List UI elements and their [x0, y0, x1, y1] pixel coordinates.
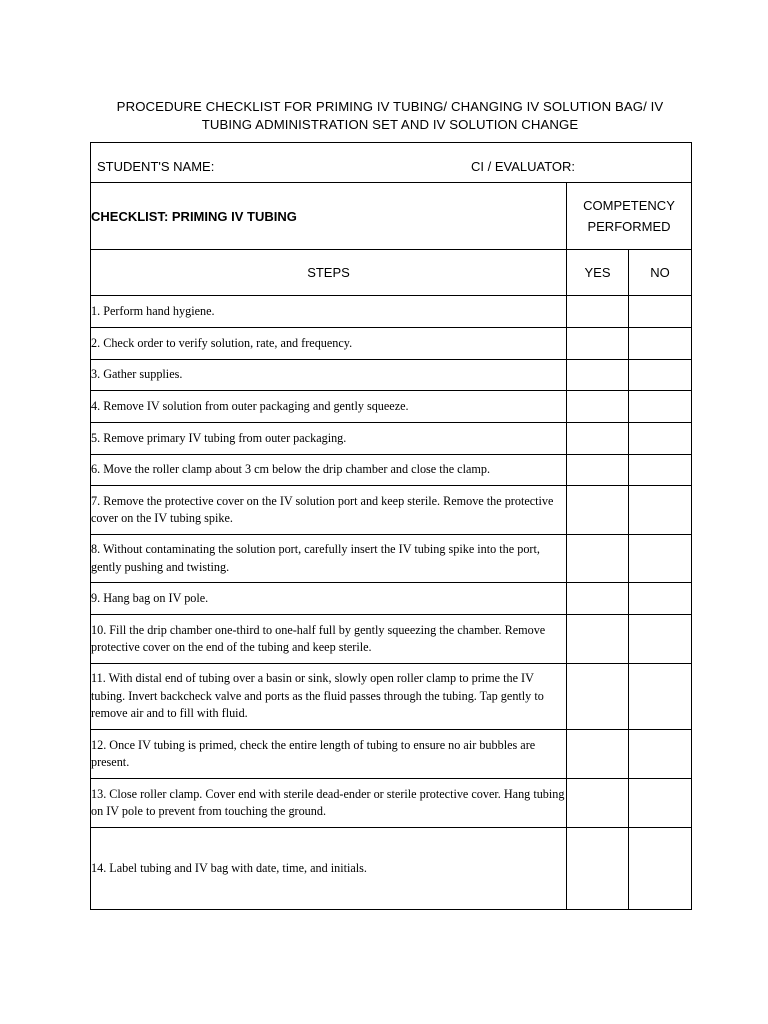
- step-text: 2. Check order to verify solution, rate, and frequency.: [91, 328, 567, 360]
- step-text: 6. Move the roller clamp about 3 cm below the drip chamber and close the clamp.: [91, 455, 567, 486]
- yes-check-cell[interactable]: [567, 664, 629, 730]
- no-check-cell[interactable]: [629, 730, 692, 779]
- yes-check-cell[interactable]: [567, 583, 629, 615]
- no-check-cell[interactable]: [629, 779, 692, 828]
- no-check-cell[interactable]: [629, 535, 692, 583]
- name-cell: [91, 143, 692, 183]
- step-row: [91, 664, 692, 730]
- yes-column-header: YES: [567, 250, 629, 296]
- yes-check-cell[interactable]: [567, 828, 629, 910]
- no-check-cell[interactable]: [629, 328, 692, 360]
- step-text: 13. Close roller clamp. Cover end with sterile dead-ender or sterile protective cover. Hang tubing on IV pole to prevent from touching the ground.: [91, 779, 567, 828]
- step-text: 1. Perform hand hygiene.: [91, 296, 567, 328]
- no-check-cell[interactable]: [629, 664, 692, 730]
- no-check-cell[interactable]: [629, 423, 692, 455]
- checklist-table: [90, 142, 692, 910]
- yes-check-cell[interactable]: [567, 535, 629, 583]
- step-text: 11. With distal end of tubing over a basin or sink, slowly open roller clamp to prime the IV tubing. Invert backcheck valve and ports as the fluid passes through the tubing. Tap gently to remove air and to fill with fluid.: [91, 664, 567, 730]
- document-title-line-1: PROCEDURE CHECKLIST FOR PRIMING IV TUBING/ CHANGING IV SOLUTION BAG/ IV: [116, 99, 664, 114]
- no-check-cell[interactable]: [629, 486, 692, 535]
- step-text: 14. Label tubing and IV bag with date, time, and initials.: [91, 828, 567, 910]
- no-check-cell[interactable]: [629, 391, 692, 423]
- step-row: [91, 360, 692, 391]
- step-row: [91, 730, 692, 779]
- yes-check-cell[interactable]: [567, 730, 629, 779]
- step-text: 8. Without contaminating the solution port, carefully insert the IV tubing spike into the port, gently pushing and twisting.: [91, 535, 567, 583]
- no-column-header: NO: [629, 250, 692, 296]
- step-row: [91, 535, 692, 583]
- no-check-cell[interactable]: [629, 583, 692, 615]
- step-text: 5. Remove primary IV tubing from outer packaging.: [91, 423, 567, 455]
- steps-header-row: [91, 250, 692, 296]
- step-row: [91, 486, 692, 535]
- yes-check-cell[interactable]: [567, 455, 629, 486]
- competency-label: COMPETENCY: [583, 198, 675, 213]
- step-row: [91, 328, 692, 360]
- no-check-cell[interactable]: [629, 455, 692, 486]
- no-check-cell[interactable]: [629, 296, 692, 328]
- competency-performed-header: [567, 183, 692, 250]
- steps-column-header: STEPS: [91, 250, 567, 296]
- step-row: [91, 391, 692, 423]
- no-check-cell[interactable]: [629, 360, 692, 391]
- step-text: 7. Remove the protective cover on the IV solution port and keep sterile. Remove the protective cover on the IV tubing spike.: [91, 486, 567, 535]
- step-row: [91, 423, 692, 455]
- step-text: 10. Fill the drip chamber one-third to one-half full by gently squeezing the chamber. Remove protective cover on the end of the tubing and keep sterile.: [91, 615, 567, 664]
- step-text: 9. Hang bag on IV pole.: [91, 583, 567, 615]
- step-row: [91, 583, 692, 615]
- yes-check-cell[interactable]: [567, 615, 629, 664]
- step-row: [91, 296, 692, 328]
- yes-check-cell[interactable]: [567, 423, 629, 455]
- step-row: [91, 615, 692, 664]
- step-row: [91, 455, 692, 486]
- yes-check-cell[interactable]: [567, 328, 629, 360]
- step-text: 12. Once IV tubing is primed, check the entire length of tubing to ensure no air bubbles are present.: [91, 730, 567, 779]
- yes-check-cell[interactable]: [567, 296, 629, 328]
- no-check-cell[interactable]: [629, 828, 692, 910]
- yes-check-cell[interactable]: [567, 360, 629, 391]
- step-row: [91, 828, 692, 910]
- step-row: [91, 779, 692, 828]
- step-text: 4. Remove IV solution from outer packaging and gently squeeze.: [91, 391, 567, 423]
- checklist-header-row: [91, 183, 692, 250]
- yes-check-cell[interactable]: [567, 486, 629, 535]
- student-name-label: STUDENT'S NAME:: [97, 159, 215, 174]
- yes-check-cell[interactable]: [567, 779, 629, 828]
- step-text: 3. Gather supplies.: [91, 360, 567, 391]
- document-title-line-2: TUBING ADMINISTRATION SET AND IV SOLUTION CHANGE: [201, 117, 579, 132]
- no-check-cell[interactable]: [629, 615, 692, 664]
- name-row: [91, 143, 692, 183]
- yes-check-cell[interactable]: [567, 391, 629, 423]
- document-title: [90, 98, 690, 134]
- checklist-title: CHECKLIST: PRIMING IV TUBING: [91, 183, 567, 250]
- evaluator-label: CI / EVALUATOR:: [471, 159, 576, 174]
- performed-label: PERFORMED: [587, 219, 671, 234]
